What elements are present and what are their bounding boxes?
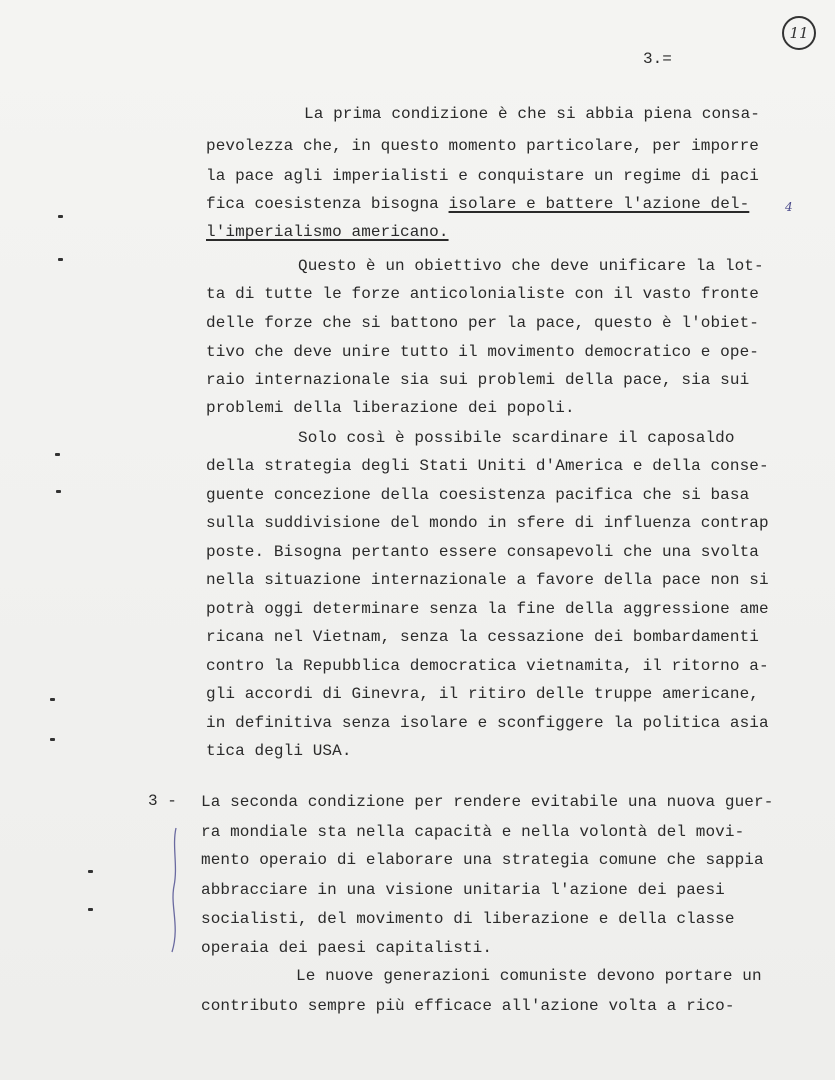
text-line: contro la Repubblica democratica vietnamita, il ritorno a- — [206, 657, 769, 675]
text-line: La seconda condizione per rendere evitabile una nuova guer- — [201, 793, 774, 811]
text-line: della strategia degli Stati Uniti d'America e della conse- — [206, 457, 769, 475]
margin-bracket — [166, 826, 186, 956]
text-line — [206, 194, 749, 214]
underlined-text: l'imperialismo americano. — [206, 223, 449, 241]
text-line: Le nuove generazioni comuniste devono portare un — [296, 967, 762, 985]
text-line: la pace agli imperialisti e conquistare un regime di paci — [206, 167, 759, 185]
text-line: raio internazionale sia sui problemi della pace, sia sui — [206, 371, 750, 389]
margin-tick — [50, 738, 55, 741]
text-line: tica degli USA. — [206, 742, 352, 760]
page-number: 3.= — [643, 50, 672, 68]
text-line: delle forze che si battono per la pace, questo è l'obiet- — [206, 314, 759, 332]
text-line: La prima condizione è che si abbia piena consa- — [304, 105, 760, 123]
text-line: operaia dei paesi capitalisti. — [201, 939, 493, 957]
underlined-text: isolare e battere l'azione del- — [448, 195, 750, 213]
margin-tick — [55, 453, 60, 456]
text-line: ta di tutte le forze anticolonialiste con il vasto fronte — [206, 285, 759, 303]
text-line: mento operaio di elaborare una strategia comune che sappia — [201, 851, 764, 869]
margin-tick — [88, 908, 93, 911]
text-line: abbracciare in una visione unitaria l'azione dei paesi — [201, 881, 725, 899]
archive-number-text: 11 — [789, 24, 809, 42]
text-line: sulla suddivisione del mondo in sfere di influenza contrap — [206, 514, 769, 532]
margin-mark: 4 — [785, 200, 793, 214]
text-line: tivo che deve unire tutto il movimento democratico e ope- — [206, 343, 759, 361]
text-line: ra mondiale sta nella capacità e nella volontà del movi- — [201, 823, 745, 841]
text-line: problemi della liberazione dei popoli. — [206, 399, 575, 417]
text-line: poste. Bisogna pertanto essere consapevoli che una svolta — [206, 543, 759, 561]
text-line: Questo è un obiettivo che deve unificare la lot- — [298, 257, 764, 275]
text-line: gli accordi di Ginevra, il ritiro delle truppe americane, — [206, 685, 759, 703]
text-line: guente concezione della coesistenza pacifica che si basa — [206, 486, 750, 504]
section-number: 3 - — [148, 792, 177, 810]
text-line: potrà oggi determinare senza la fine della aggressione ame — [206, 600, 769, 618]
archive-number-stamp — [782, 16, 816, 50]
margin-tick — [56, 490, 61, 493]
margin-tick — [50, 698, 55, 701]
text-line: socialisti, del movimento di liberazione e della classe — [201, 910, 735, 928]
text-segment: fica coesistenza bisogna — [206, 195, 449, 213]
margin-tick — [58, 215, 63, 218]
margin-tick — [58, 258, 63, 261]
text-line: contributo sempre più efficace all'azione volta a rico- — [201, 997, 735, 1015]
text-line: nella situazione internazionale a favore della pace non si — [206, 571, 769, 589]
text-line: Solo così è possibile scardinare il caposaldo — [298, 429, 735, 447]
margin-tick — [88, 870, 93, 873]
text-line: ricana nel Vietnam, senza la cessazione dei bombardamenti — [206, 628, 759, 646]
text-line: pevolezza che, in questo momento particolare, per imporre — [206, 137, 759, 155]
text-line: in definitiva senza isolare e sconfiggere la politica asia — [206, 714, 769, 732]
